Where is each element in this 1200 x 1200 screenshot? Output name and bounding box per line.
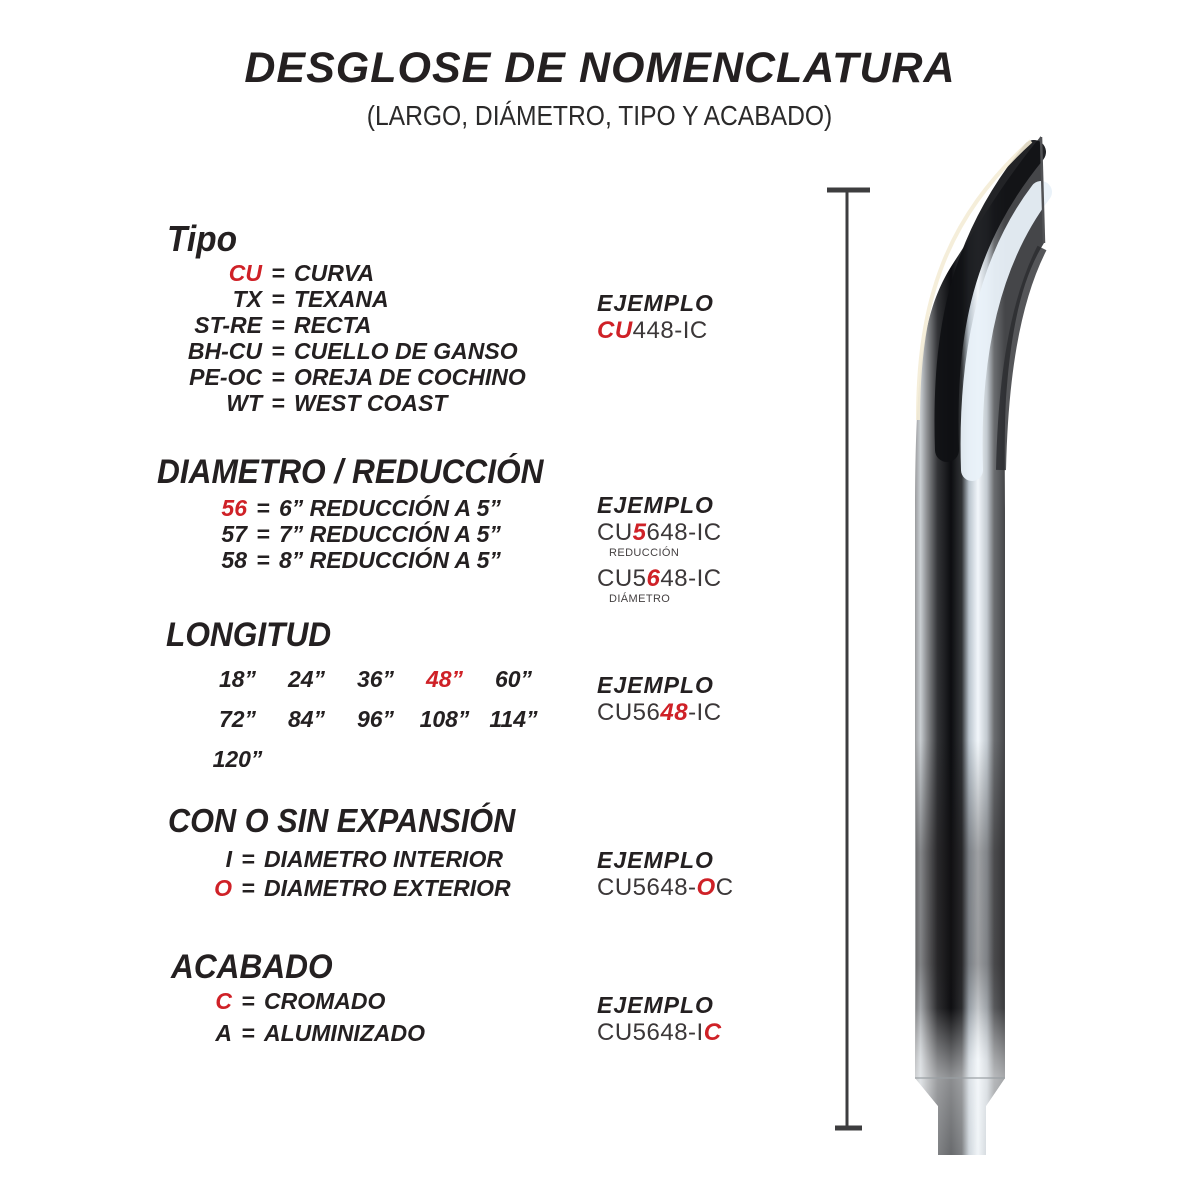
equals-sign: = [241,875,255,901]
example-codes [597,1019,722,1046]
example-label: EJEMPLO [597,492,714,518]
tipo-value: CURVA [294,260,375,286]
example-code-text: -IC [688,699,722,726]
example-code-highlight: C [703,1019,722,1046]
example-code-highlight: 6 [646,565,661,592]
example-code-text: CU5 [597,565,647,592]
longitud-value: 108” [419,706,470,732]
example-code-highlight: CU [597,317,633,344]
longitud-row [203,739,548,779]
example-code-highlight: 5 [632,519,647,546]
equals-sign: = [271,338,285,364]
longitud-value: 60” [494,666,533,692]
acabado-row [150,985,425,1017]
equals-sign: = [256,495,270,521]
bend-bright-band [972,192,1041,470]
diametro-rows [150,495,501,573]
equals-sign: = [256,521,270,547]
tipo-code: PE-OC [189,364,262,390]
expansion-row [150,874,511,903]
acabado-row [150,1017,425,1049]
example-code [597,317,714,344]
bend-dark-band [946,152,1034,450]
tipo-rows [150,260,526,416]
example-codes [597,874,734,901]
example-code-text: 448-IC [632,317,708,344]
pipe-reducer-sheen [915,1008,1005,1155]
diametro-row [150,547,501,573]
acabado-rows [150,985,425,1049]
acabado-code: C [215,988,232,1014]
pipe-lower-shading [916,740,1004,1060]
example-block-tipo [597,291,714,344]
example-codes [597,317,714,344]
tipo-row [150,260,526,286]
tipo-code: ST-RE [194,312,262,338]
longitud-value: 114” [489,706,538,732]
example-code [597,519,722,546]
tipo-row [150,338,526,364]
section-heading-expansion: CON O SIN EXPANSIÓN [168,802,516,839]
equals-sign: = [241,1020,255,1046]
example-code-highlight: O [696,874,716,901]
diametro-value: 8” REDUCCIÓN A 5” [279,547,501,573]
example-code-text: CU [597,519,633,546]
section-heading-longitud: LONGITUD [166,616,332,654]
expansion-code: O [214,875,232,901]
diametro-value: 7” REDUCCIÓN A 5” [279,521,501,547]
section-heading-acabado: ACABADO [171,948,333,986]
acabado-value: CROMADO [264,988,386,1014]
tipo-value: TEXANA [294,286,389,312]
bend-highlight-line [918,141,1031,420]
tipo-code: BH-CU [187,338,262,364]
example-code-note: REDUCCIÓN [609,547,680,559]
page-subtitle-text: (LARGO, DIÁMETRO, TIPO Y ACABADO) [367,100,833,131]
longitud-value: 18” [218,666,257,692]
section-heading-diametro: DIAMETRO / REDUCCIÓN [157,453,544,491]
expansion-value: DIAMETRO EXTERIOR [264,875,511,901]
equals-sign: = [271,364,285,390]
tipo-row [150,364,526,390]
pipe-mouth-edge [1041,137,1044,243]
longitud-grid [203,659,548,779]
example-label: EJEMPLO [597,847,714,873]
tipo-value: CUELLO DE GANSO [294,338,518,364]
exhaust-pipe [915,136,1044,1155]
example-block-diametro [597,493,722,611]
page-subtitle [0,100,1200,132]
expansion-value: DIAMETRO INTERIOR [264,846,503,872]
tipo-value: RECTA [294,312,372,338]
example-code-highlight: 48 [660,699,689,726]
tipo-value: WEST COAST [294,390,448,416]
example-block-expansion [597,848,734,901]
example-code-text: 648-IC [646,519,722,546]
example-block-longitud [597,673,722,726]
acabado-code: A [215,1020,232,1046]
equals-sign: = [256,547,270,573]
example-codes [597,699,722,726]
example-code-text: CU5648- [597,874,697,901]
longitud-value: 24” [287,666,326,692]
diametro-code: 56 [221,495,247,521]
longitud-value: 36” [356,666,395,692]
tipo-row [150,286,526,312]
expansion-row [150,845,511,874]
equals-sign: = [271,312,285,338]
example-label: EJEMPLO [597,672,714,698]
diametro-code: 58 [221,547,247,573]
example-code-note: DIÁMETRO [609,593,671,605]
equals-sign: = [271,260,285,286]
page-title: DESGLOSE DE NOMENCLATURA [244,44,956,92]
longitud-row [203,699,548,739]
longitud-value: 48” [425,666,464,692]
example-code-text: C [715,874,734,901]
expansion-rows [150,845,511,903]
example-code [597,565,722,592]
diametro-row [150,521,501,547]
equals-sign: = [271,390,285,416]
tipo-code: CU [228,260,262,286]
example-code-text: CU56 [597,699,661,726]
acabado-value: ALUMINIZADO [264,1020,425,1046]
expansion-code: I [225,846,232,872]
tipo-row [150,390,526,416]
diametro-row [150,495,501,521]
example-codes [597,519,722,606]
example-code [597,1019,722,1046]
longitud-value: 96” [356,706,395,732]
longitud-row [203,659,548,699]
longitud-value: 84” [287,706,326,732]
tipo-value: OREJA DE COCHINO [294,364,526,390]
diametro-code: 57 [221,521,247,547]
tipo-code: TX [232,286,262,312]
measure-line [827,190,870,1128]
tipo-row [150,312,526,338]
longitud-value: 120” [212,746,263,772]
example-label: EJEMPLO [597,992,714,1018]
bend-inner-shadow [1001,248,1042,470]
diametro-value: 6” REDUCCIÓN A 5” [279,495,501,521]
tipo-code: WT [226,390,262,416]
equals-sign: = [241,988,255,1014]
example-code-text: CU5648-I [597,1019,704,1046]
example-block-acabado [597,993,722,1046]
longitud-value: 72” [218,706,257,732]
example-code [597,699,722,726]
equals-sign: = [241,846,255,872]
example-code-text: 48-IC [660,565,722,592]
section-heading-tipo: Tipo [167,218,238,259]
equals-sign: = [271,286,285,312]
example-code [597,874,734,901]
example-label: EJEMPLO [597,290,714,316]
